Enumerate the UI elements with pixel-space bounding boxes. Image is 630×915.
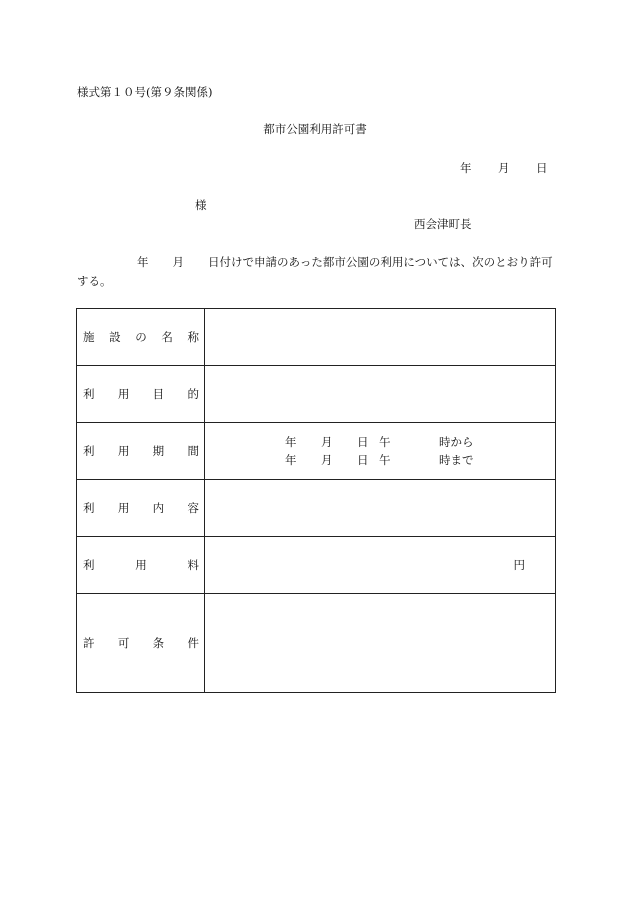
label-conditions	[77, 594, 205, 693]
value-conditions[interactable]	[205, 594, 556, 693]
label-char: 料	[187, 558, 199, 572]
label-content	[77, 480, 205, 537]
period-from-day: 日	[357, 435, 369, 449]
fee-unit: 円	[513, 558, 525, 572]
period-from-year: 年	[285, 435, 297, 449]
label-char: 容	[187, 501, 199, 515]
label-char: 目	[152, 387, 165, 401]
value-period[interactable]	[205, 423, 556, 480]
period-to-suffix: 時まで	[439, 453, 474, 467]
period-to-year: 年	[285, 453, 297, 467]
date-month: 月	[498, 161, 510, 175]
period-to-ampm: 午	[379, 453, 391, 467]
label-char: 設	[109, 330, 121, 344]
body-year: 年	[137, 255, 149, 269]
label-char: 間	[187, 444, 199, 458]
label-char: 件	[187, 636, 199, 650]
value-content[interactable]	[205, 480, 556, 537]
date-day: 日	[536, 161, 548, 175]
label-facility-name	[77, 309, 205, 366]
label-purpose	[77, 366, 205, 423]
label-char: 用	[135, 558, 147, 572]
label-char: 的	[187, 387, 199, 401]
table-row-conditions	[77, 594, 556, 693]
label-char: 名	[161, 330, 173, 344]
body-month: 月	[172, 255, 184, 269]
value-fee[interactable]	[205, 537, 556, 594]
period-from-ampm: 午	[379, 435, 391, 449]
label-char: 利	[83, 444, 95, 458]
period-from-month: 月	[321, 435, 333, 449]
period-from-suffix: 時から	[439, 435, 474, 449]
table-row-purpose	[77, 366, 556, 423]
table-row-facility-name	[77, 309, 556, 366]
table-row-fee	[77, 537, 556, 594]
label-char: 称	[187, 330, 199, 344]
body-paragraph	[77, 253, 557, 291]
label-period	[77, 423, 205, 480]
document-title: 都市公園利用許可書	[263, 122, 367, 136]
addressee-suffix: 様	[195, 198, 207, 212]
label-char: 利	[83, 501, 95, 515]
table-row-content	[77, 480, 556, 537]
label-char: 用	[117, 501, 130, 515]
value-facility-name[interactable]	[205, 309, 556, 366]
label-char: 期	[152, 444, 165, 458]
permit-table	[76, 308, 556, 693]
label-char: 許	[83, 636, 95, 650]
period-from	[285, 433, 555, 451]
label-char: 利	[83, 387, 95, 401]
label-char: 用	[117, 444, 130, 458]
label-char: 内	[152, 501, 165, 515]
period-to-month: 月	[321, 453, 333, 467]
label-char: 施	[83, 330, 95, 344]
table-row-period	[77, 423, 556, 480]
label-char: 用	[117, 387, 130, 401]
value-purpose[interactable]	[205, 366, 556, 423]
label-char: 利	[83, 558, 95, 572]
period-to	[285, 451, 555, 469]
label-char: 可	[117, 636, 130, 650]
label-fee	[77, 537, 205, 594]
period-to-day: 日	[357, 453, 369, 467]
issue-date	[460, 160, 548, 176]
label-char: 条	[152, 636, 165, 650]
body-text: 日付けで申請のあった都市公園の利用については、次のとおり許可する。	[77, 255, 553, 288]
label-char: の	[135, 330, 147, 344]
date-year: 年	[460, 161, 472, 175]
issuer-name: 西会津町長	[414, 217, 472, 231]
form-number: 様式第１０号(第９条関係)	[77, 85, 213, 99]
